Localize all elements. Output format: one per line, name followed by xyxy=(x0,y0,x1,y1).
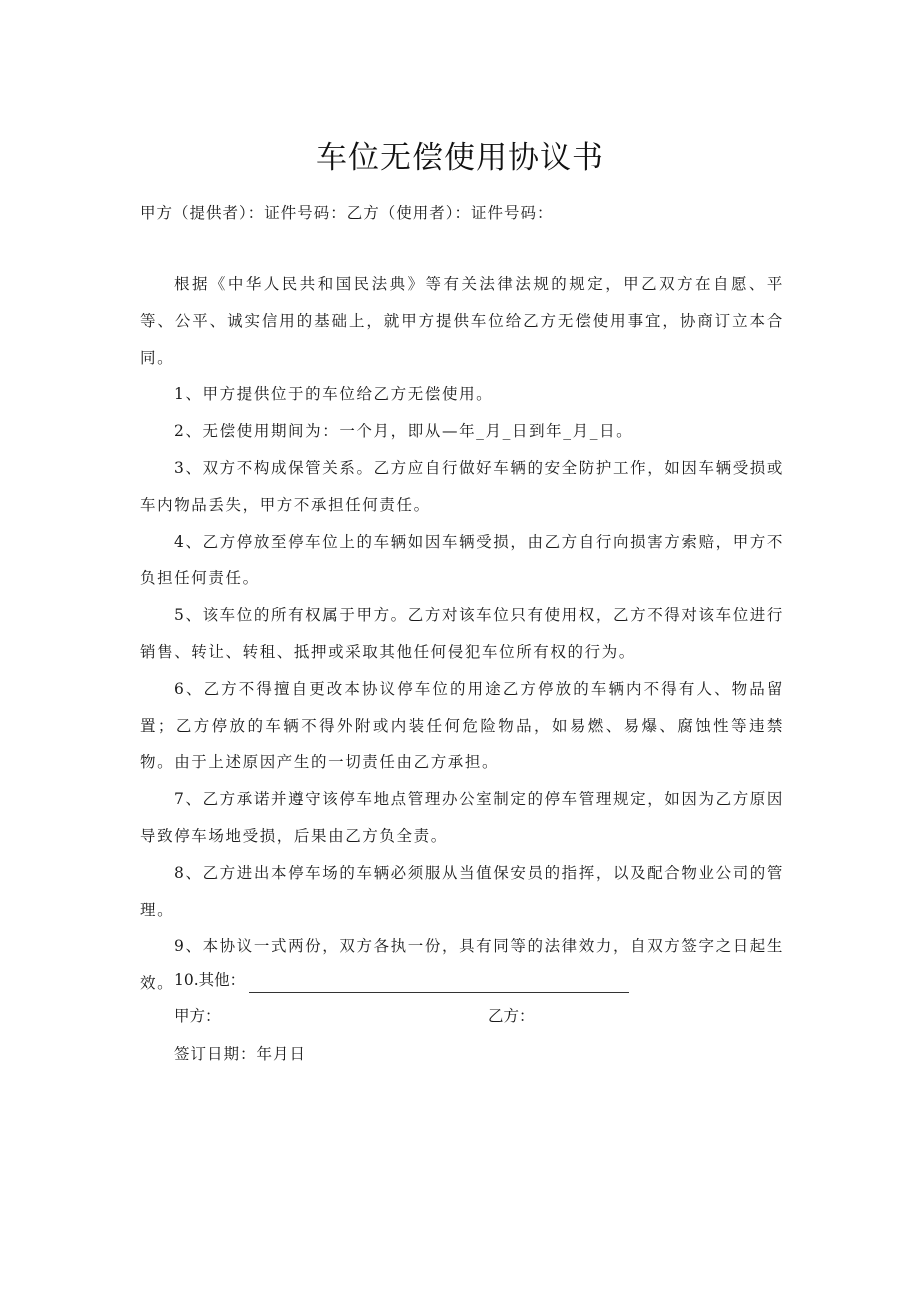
clause-1: 1、甲方提供位于的车位给乙方无偿使用。 xyxy=(174,385,494,404)
intro-paragraph: 根据《中华人民共和国民法典》等有关法律法规的规定，甲乙双方在自愿、平等、公平、诚实信用的基础上，就甲方提供车位给乙方无偿使用事宜，协商订立本合同。 xyxy=(140,275,784,367)
signature-party-b: 乙方： xyxy=(488,1007,535,1025)
clause-7: 7、乙方承诺并遵守该停车地点管理办公室制定的停车管理规定，如因为乙方原因导致停车场地受损，后果由乙方负全责。 xyxy=(140,790,784,845)
signing-date: 签订日期：年月日 xyxy=(174,1045,307,1063)
document-body xyxy=(140,266,784,1002)
clause-4: 4、乙方停放至停车位上的车辆如因车辆受损，由乙方自行向损害方索赔，甲方不负担任何责任。 xyxy=(140,532,784,588)
clause-8: 8、乙方进出本停车场的车辆必须服从当值保安员的指挥，以及配合物业公司的管理。 xyxy=(140,863,784,919)
other-blank-line xyxy=(249,970,629,993)
clause-9: 9、本协议一式两份，双方各执一份，具有同等的法律效力，自双方签字之日起生效。 xyxy=(140,937,784,993)
clause-6: 6、乙方不得擅自更改本协议停车位的用途乙方停放的车辆内不得有人、物品留置；乙方停放的车辆不得外附或内装任何危险物品，如易燃、易爆、腐蚀性等违禁物。由于上述原因产生的一切责任由乙方承担。 xyxy=(140,679,784,772)
signature-party-a: 甲方： xyxy=(174,1007,221,1025)
clause-2: 2、无偿使用期间为：一个月，即从—年_月_日到年_月_日。 xyxy=(174,422,634,441)
document-title: 车位无偿使用协议书 xyxy=(316,140,604,176)
clause-10-other xyxy=(174,962,629,998)
parties-line: 甲方（提供者）：证件号码：乙方（使用者）：证件号码： xyxy=(140,204,554,222)
clause-5: 5、该车位的所有权属于甲方。乙方对该车位只有使用权，乙方不得对该车位进行销售、转让、转租、抵押或采取其他任何侵犯车位所有权的行为。 xyxy=(140,606,784,661)
clause-3: 3、双方不构成保管关系。乙方应自行做好车辆的安全防护工作，如因车辆受损或车内物品丢失，甲方不承担任何责任。 xyxy=(140,458,784,514)
other-label: 10.其他： xyxy=(174,971,246,989)
